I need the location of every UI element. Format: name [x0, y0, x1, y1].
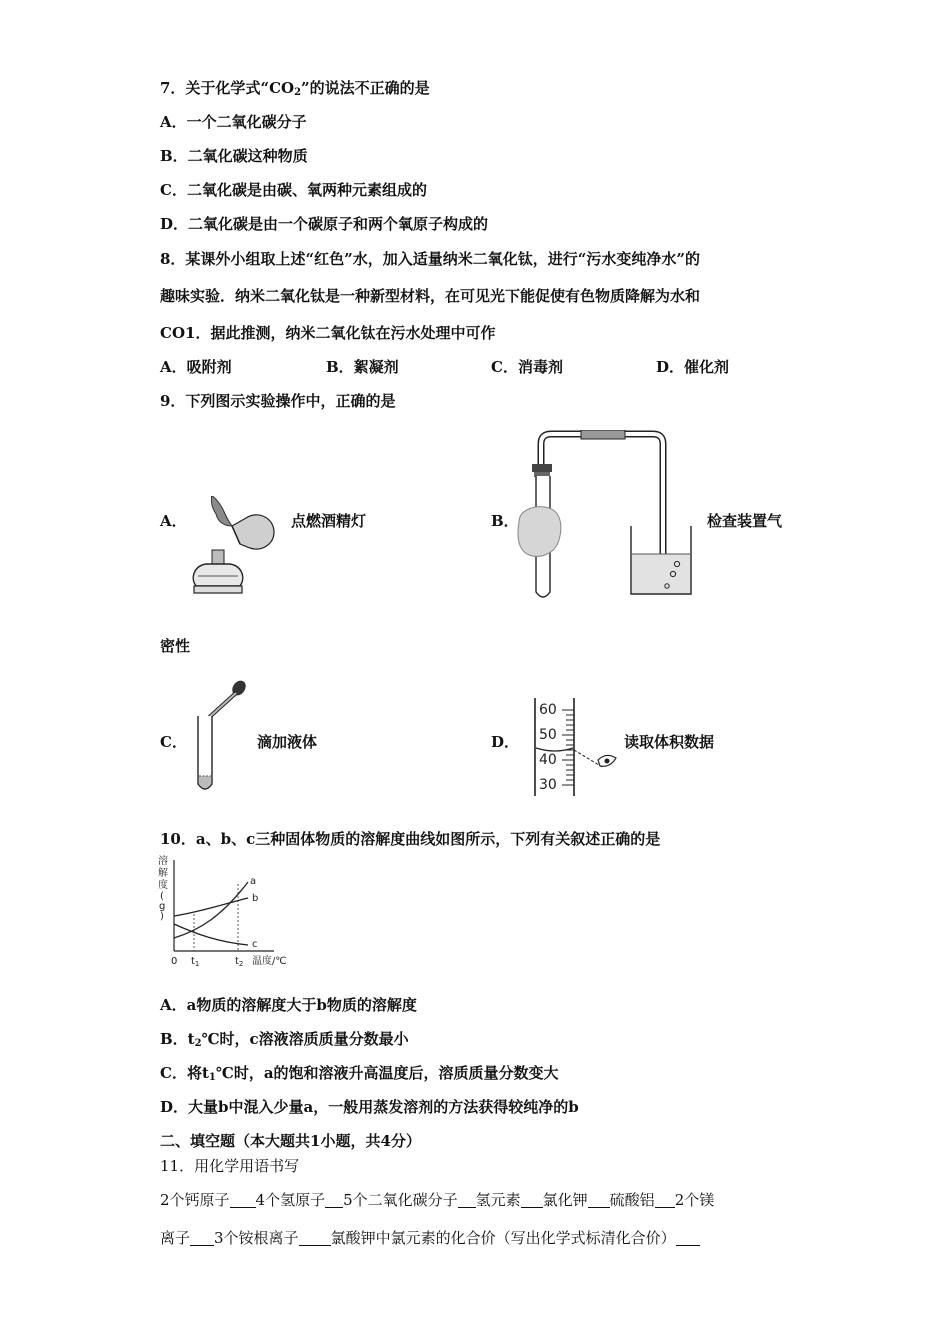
y-axis-label-char: ( — [160, 891, 164, 902]
dropper-adding-liquid-figure — [192, 676, 254, 796]
rubber-joint — [581, 430, 625, 439]
solubility-curve-graph — [156, 854, 296, 972]
q8-stem-line-1: 8．某课外小组取上述“红色”水，加入适量纳米二氧化钛，进行“污水变纯净水”的 — [160, 250, 700, 268]
y-axis-label-char: g — [159, 901, 166, 912]
answer-blank[interactable] — [655, 1193, 675, 1208]
q10-option-d: D．大量b中混入少量a，一般用蒸发溶剂的方法获得较纯净的b — [160, 1098, 579, 1116]
answer-blank[interactable] — [521, 1193, 543, 1208]
liquid-meniscus — [536, 748, 573, 751]
answer-blank[interactable] — [676, 1231, 700, 1246]
answer-blank[interactable] — [299, 1231, 331, 1246]
q9-option-b-letter: B． — [491, 512, 519, 530]
curve-b-label: b — [252, 893, 259, 904]
q8-option-b: B．絮凝剂 — [326, 358, 399, 376]
q8-option-c: C．消毒剂 — [491, 358, 563, 376]
q9-option-c-label: 滴加液体 — [257, 733, 318, 751]
q11-stem: 11．用化学用语书写 — [160, 1157, 300, 1175]
q11-line-2: 离子 3个铵根离子 氯酸钾中氯元素的化合价（写出化学式标清化合价） — [160, 1228, 700, 1248]
curve-b — [174, 898, 248, 916]
q10-stem: 10．a、b、c三种固体物质的溶解度曲线如图所示，下列有关叙述正确的是 — [160, 830, 661, 848]
y-axis-label-char: 溶 — [158, 856, 168, 867]
q7-option-c: C．二氧化碳是由碳、氧两种元素组成的 — [160, 181, 427, 199]
tick-label-60: 60 — [539, 702, 557, 718]
origin-label: 0 — [171, 956, 178, 967]
q10-option-a: A．a物质的溶解度大于b物质的溶解度 — [160, 996, 417, 1014]
q10-option-b: B．$t_2℃$时，c溶液溶质质量分数最小 — [160, 1030, 409, 1049]
q7-option-b: B．二氧化碳这种物质 — [160, 147, 308, 165]
tilted-lamp — [232, 515, 274, 549]
q9-option-c-letter: C． — [160, 733, 187, 751]
q9-option-a-label: 点燃酒精灯 — [291, 512, 367, 530]
q9-option-a-letter: A． — [160, 512, 187, 530]
q9-option-d-label: 读取体积数据 — [624, 733, 715, 751]
q8-option-a: A．吸附剂 — [160, 358, 232, 376]
q7-option-a: A．一个二氧化碳分子 — [160, 113, 307, 131]
tick-label-50: 50 — [539, 727, 557, 743]
beaker-water — [632, 554, 690, 593]
q10-option-c: C．将$t_1℃$时，a的饱和溶液升高温度后，溶质质量分数变大 — [160, 1064, 559, 1083]
x-axis-label: 温度/℃ — [252, 956, 287, 967]
y-axis-label-char: ) — [160, 911, 164, 922]
answer-blank[interactable] — [458, 1193, 476, 1208]
delivery-tube — [541, 434, 663, 560]
y-axis-label-char: 解 — [158, 868, 168, 879]
q9-stem: 9．下列图示实验操作中，正确的是 — [160, 392, 396, 410]
q8-option-d: D．催化剂 — [656, 358, 730, 376]
stopper — [532, 464, 552, 472]
alcohol-lamp-lighting-figure — [188, 496, 280, 602]
q9-option-d-letter: D． — [491, 733, 520, 751]
q7-option-d: D．二氧化碳是由一个碳原子和两个氧原子构成的 — [160, 215, 489, 233]
graduated-cylinder-reading-figure — [530, 696, 622, 798]
flame-shape — [210, 496, 232, 526]
answer-blank[interactable] — [325, 1193, 343, 1208]
q9-option-b-label-continued: 密性 — [160, 637, 191, 655]
hand-shape — [518, 507, 561, 557]
t1-label: $t_1$ — [191, 956, 200, 968]
answer-blank[interactable] — [588, 1193, 610, 1208]
curve-c-label: c — [252, 939, 258, 950]
curve-a — [174, 882, 248, 938]
lamp-body — [193, 564, 243, 586]
answer-blank[interactable] — [230, 1193, 256, 1208]
lamp-base — [194, 586, 242, 593]
cylinder-scale — [562, 710, 574, 785]
lamp-wick-holder — [212, 550, 224, 564]
q8-stem-line-2: 趣味实验．纳米二氧化钛是一种新型材料，在可见光下能促使有色物质降解为水和 — [160, 287, 701, 305]
tick-label-40: 40 — [539, 752, 557, 768]
curve-a-label: a — [250, 876, 257, 887]
t2-label: $t_2$ — [235, 956, 244, 968]
y-axis-label-char: 度 — [158, 880, 168, 891]
q9-option-b-label: 检查装置气 — [707, 512, 783, 530]
tick-label-30: 30 — [539, 777, 557, 793]
q11-line-1: 2个钙原子 4个氢原子 5个二氧化碳分子 氢元素 氯化钾 硫酸铝 2个镁 — [160, 1191, 715, 1209]
airtightness-check-figure — [515, 430, 695, 604]
answer-blank[interactable] — [190, 1231, 214, 1246]
section-heading: 二、填空题（本大题共1小题，共4分） — [160, 1132, 421, 1150]
q8-stem-line-3: CO1．据此推测，纳米二氧化钛在污水处理中可作 — [160, 324, 496, 342]
q7-stem: 7．关于化学式“$CO_2$”的说法不正确的是 — [160, 79, 430, 98]
